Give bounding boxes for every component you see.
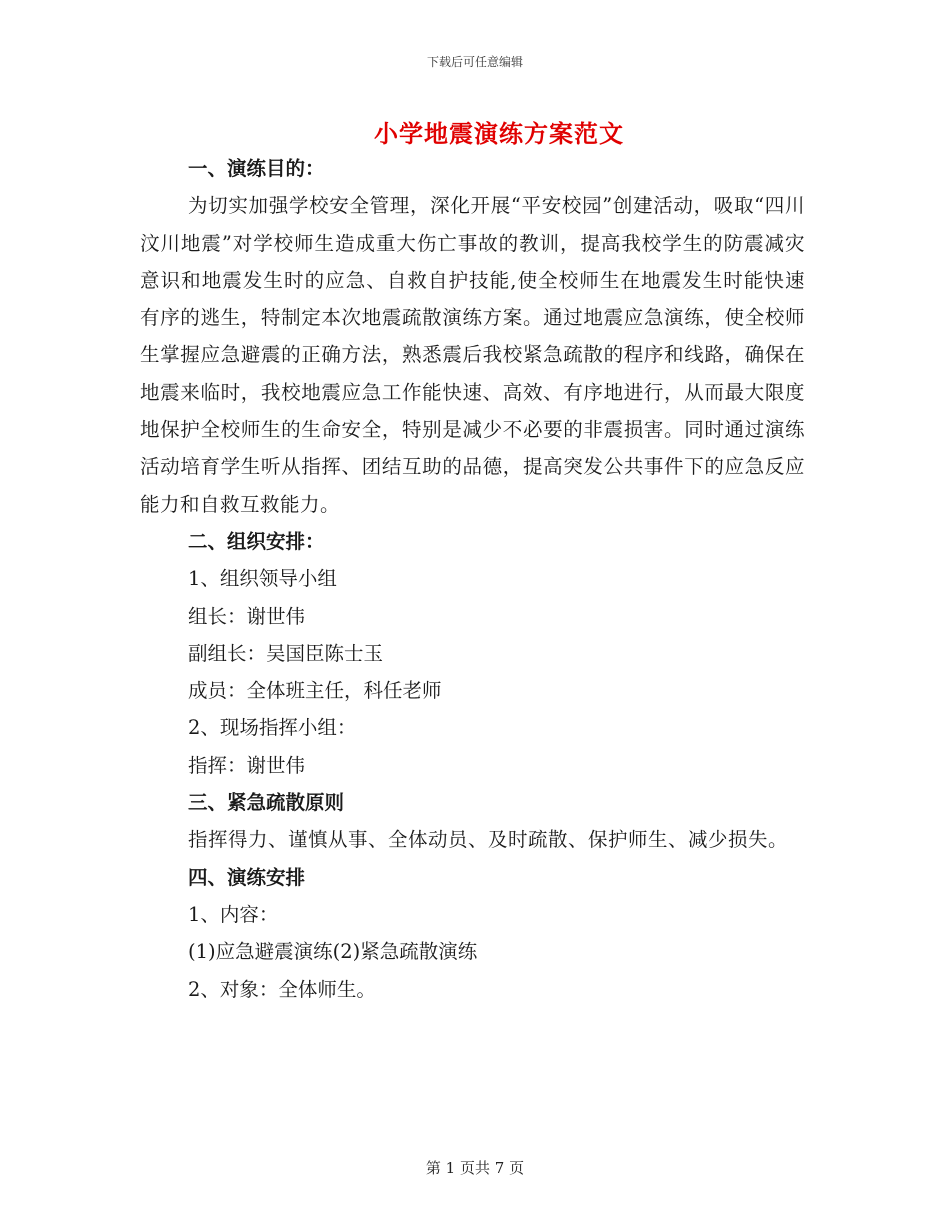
group-leader: 组长：谢世伟 bbox=[188, 604, 306, 628]
section-heading-arrangement: 四、演练安排 bbox=[188, 865, 306, 889]
document-body bbox=[140, 150, 805, 1008]
commander: 指挥：谢世伟 bbox=[188, 753, 306, 777]
section-heading-purpose: 一、演练目的： bbox=[188, 157, 325, 180]
deputy-leader: 副组长：吴国臣陈士玉 bbox=[188, 641, 384, 665]
section-heading-principles: 三、紧急疏散原则 bbox=[188, 791, 345, 815]
target-item: 2、对象：全体师生。 bbox=[188, 977, 376, 1001]
principles-paragraph: 指挥得力、谨慎从事、全体动员、及时疏散、保护师生、减少损失。 bbox=[188, 828, 789, 852]
document-title: 小学地震演练方案范文 bbox=[374, 119, 624, 148]
purpose-paragraph: 为切实加强学校安全管理，深化开展“平安校园”创建活动，吸取“四川汶川地震”对学校师生造成重大伤亡事故的教训，提高我校学生的防震减灾意识和地震发生时的应急、自救自护技能,使全校师生在地震发生时能快速有序的逃生，特制定本次地震疏散演练方案。通过地震应急演练，使全校师生掌握应急避震的正确方法，熟悉震后我校紧急疏散的程序和线路，确保在地震来临时，我校地震应急工作能快速、高效、有序地进行，从而最大限度地保护全校师生的生命安全，特别是减少不必要的非震损害。同时通过演练活动培育学生听从指挥、团结互助的品德，提高突发公共事件下的应急反应能力和自救互救能力。 bbox=[140, 194, 805, 516]
content-item: 1、内容： bbox=[188, 902, 279, 926]
content-item-detail: (1)应急避震演练(2)紧急疏散演练 bbox=[188, 940, 478, 964]
command-group-item: 2、现场指挥小组： bbox=[188, 716, 357, 740]
group-members: 成员：全体班主任，科任老师 bbox=[188, 679, 442, 703]
page-number: 第 1 页共 7 页 bbox=[425, 1159, 525, 1177]
leadership-group-item: 1、组织领导小组 bbox=[188, 567, 337, 591]
section-heading-organization: 二、组织安排： bbox=[188, 529, 325, 553]
header-note: 下载后可任意编辑 bbox=[426, 55, 523, 69]
